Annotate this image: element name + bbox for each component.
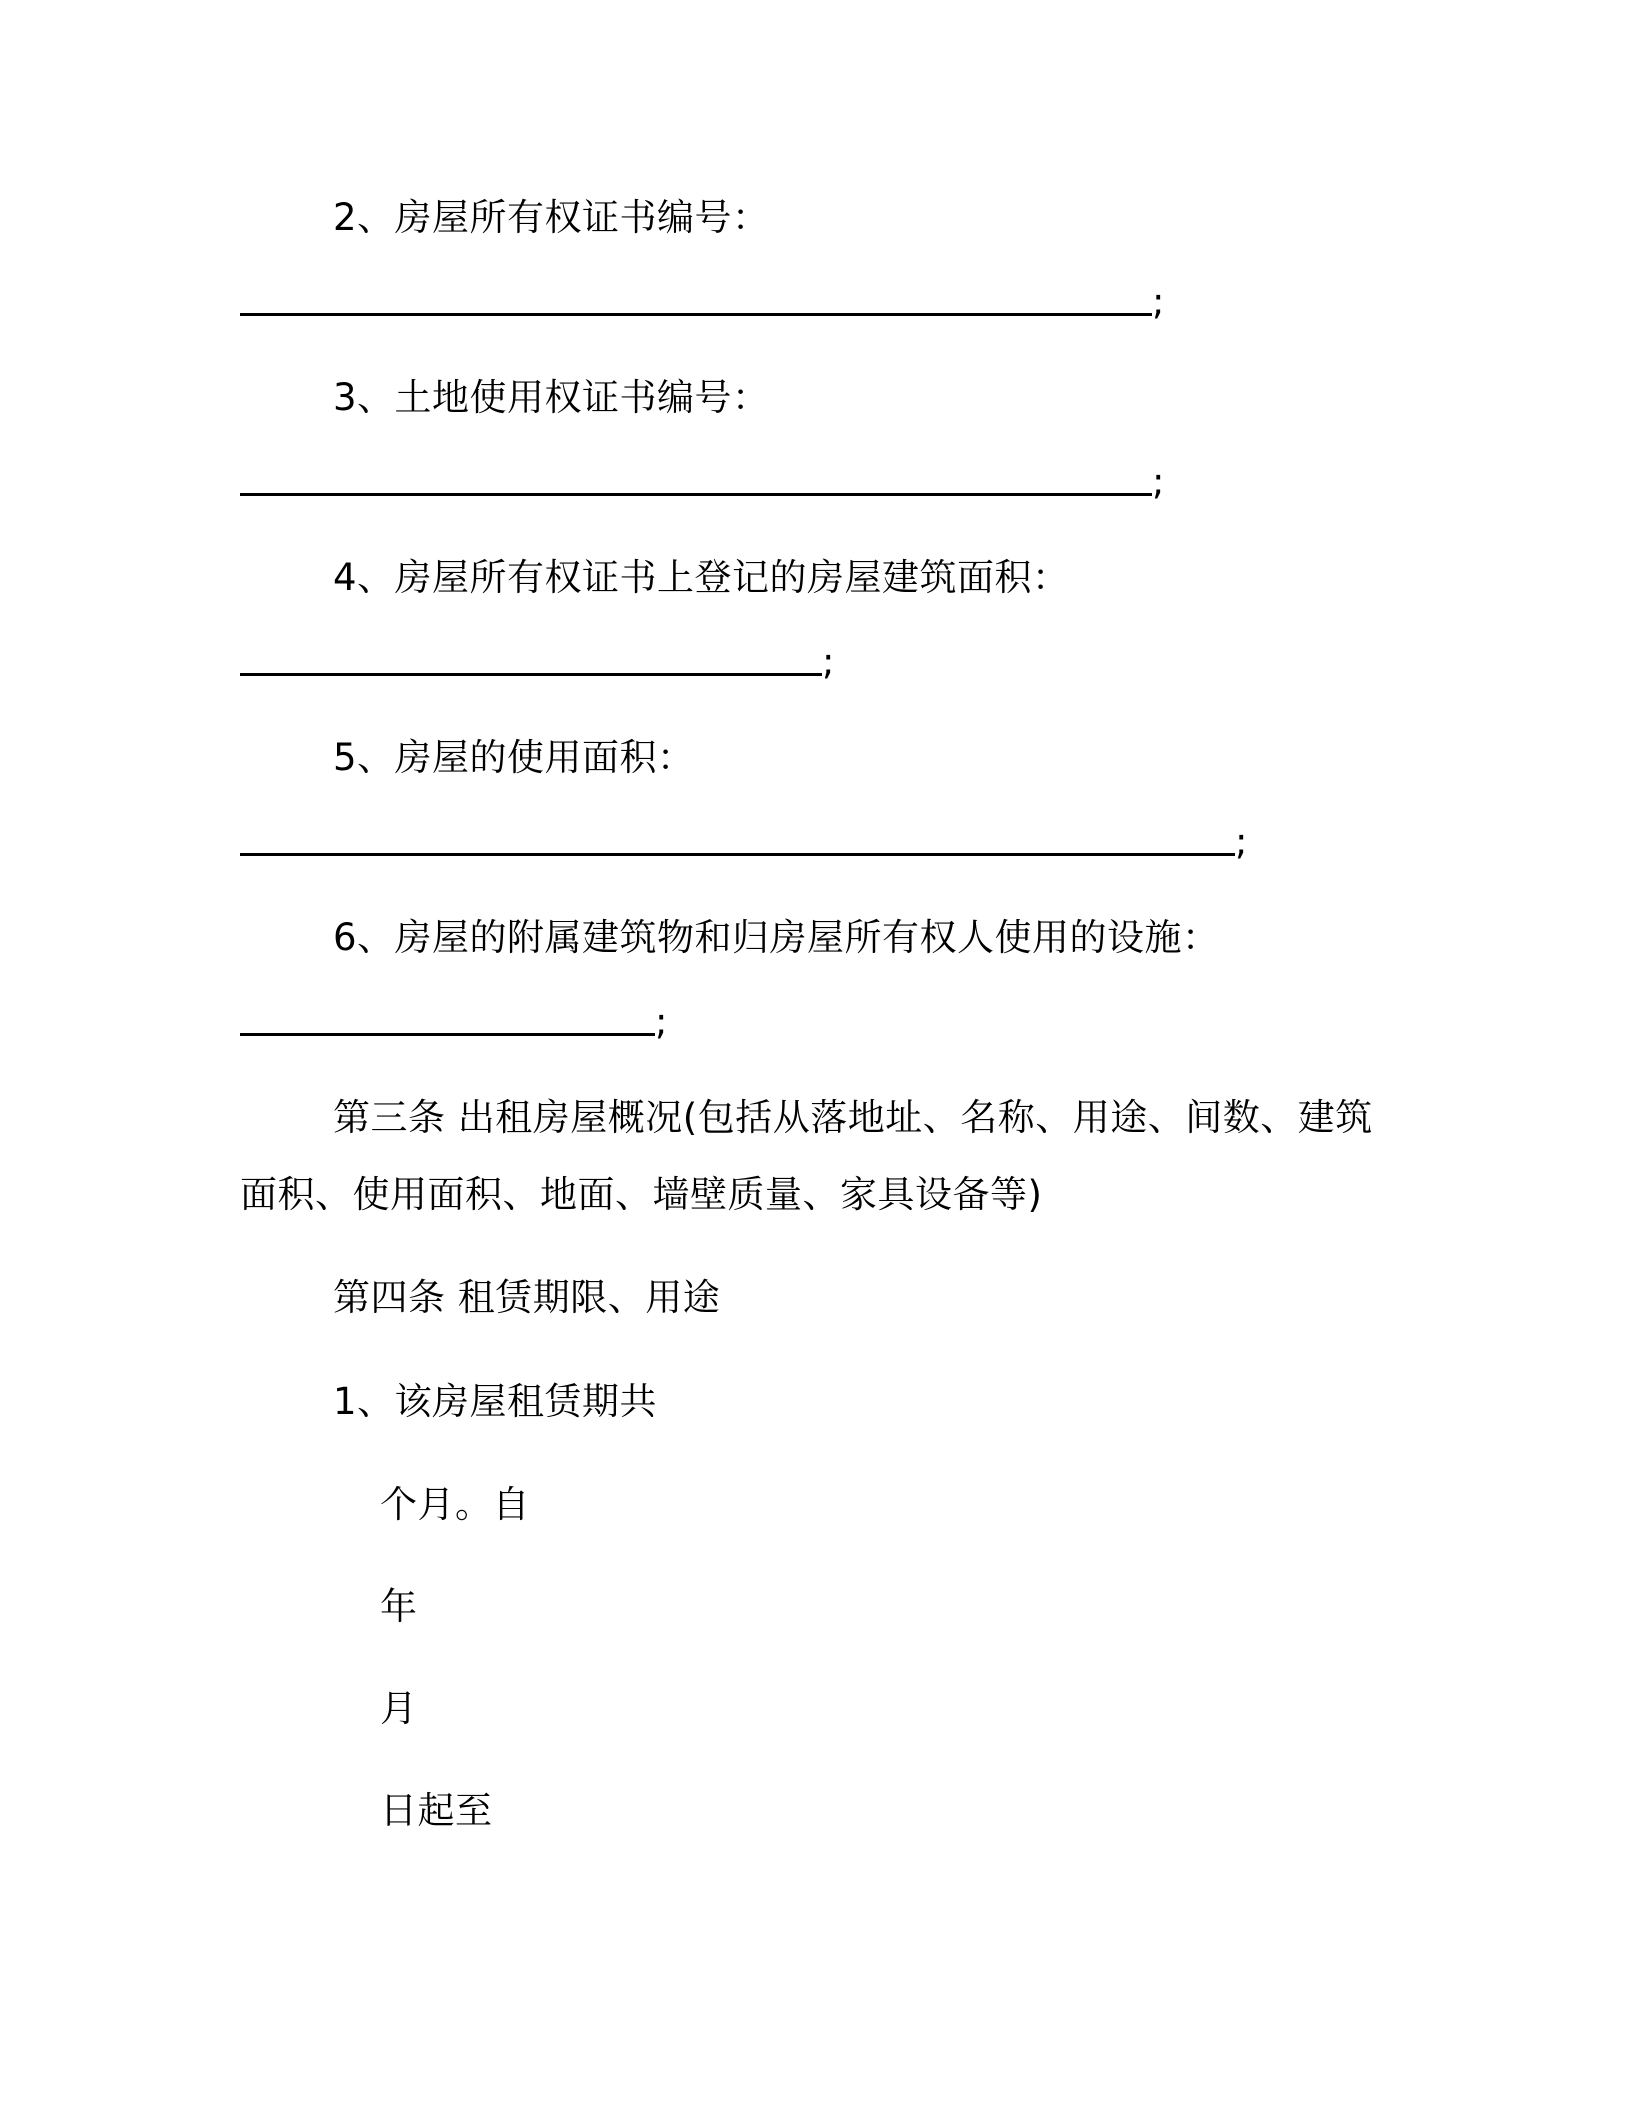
item-4-label: 4、房屋所有权证书上登记的房屋建筑面积： [333,556,1070,599]
article-4-fragment-day: 日起至 [380,1789,493,1832]
item-4-blank-line[interactable] [240,673,822,676]
item-3-blank-line[interactable] [240,493,1152,496]
item-6-label: 6、房屋的附属建筑物和归房屋所有权人使用的设施： [333,916,1220,959]
item-2-blank-line[interactable] [240,313,1152,316]
item-3-label: 3、土地使用权证书编号： [333,376,770,419]
article-4-heading: 第四条 租赁期限、用途 [333,1276,721,1319]
article-4-fragment-months: 个月。自 [380,1483,530,1526]
article-4-fragment-month: 月 [380,1687,418,1730]
item-2-label: 2、房屋所有权证书编号： [333,196,770,239]
item-5-blank-line[interactable] [240,853,1235,856]
item-6-blank-line[interactable] [240,1033,655,1036]
article-4-term-line: 1、该房屋租赁期共 [333,1380,658,1423]
item-2-terminator: ; [1152,280,1165,323]
item-5-terminator: ; [1235,820,1248,863]
article-3-line-2: 面积、使用面积、地面、墙壁质量、家具设备等) [240,1173,1043,1216]
item-5-label: 5、房屋的使用面积： [333,736,695,779]
article-4-fragment-year: 年 [380,1585,418,1628]
item-6-terminator: ; [655,1000,668,1043]
item-3-terminator: ; [1152,460,1165,503]
item-4-terminator: ; [822,640,835,683]
article-3-line-1: 第三条 出租房屋概况(包括从落地址、名称、用途、间数、建筑 [333,1096,1373,1139]
